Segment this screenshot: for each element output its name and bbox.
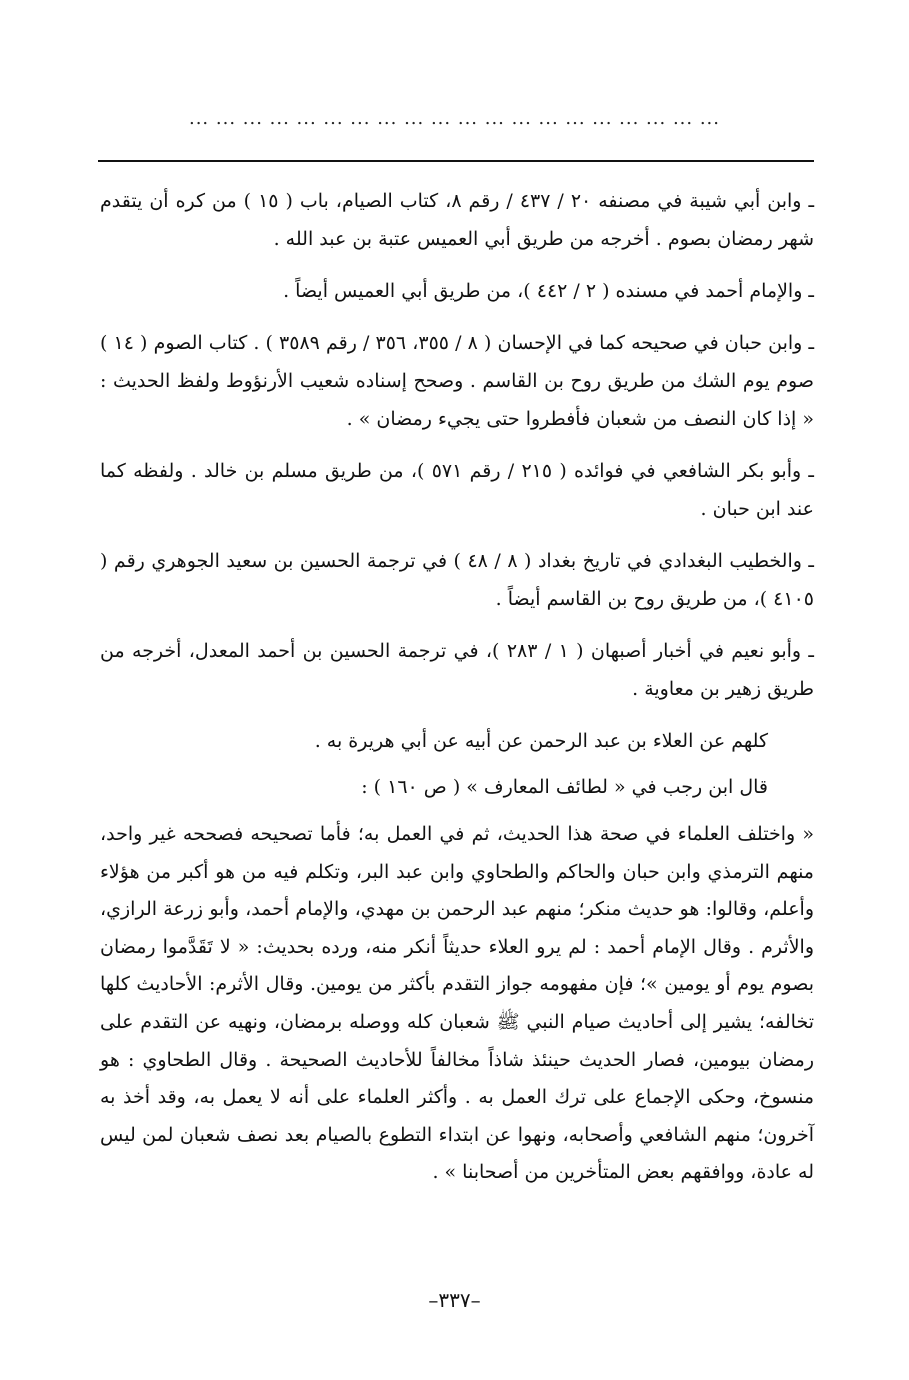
header-rule xyxy=(98,160,814,162)
footnote-paragraph-6: ـ وأبو نعيم في أخبار أصبهان ( ١ / ٢٨٣ )، في ترجمة الحسين بن أحمد المعدل، أخرجه من طريق زهير بن معاوية . xyxy=(100,640,814,700)
footnote-paragraph-1: ـ وابن أبي شيبة في مصنفه ٢٠ / ٤٣٧ / رقم ٨، كتاب الصيام، باب ( ١٥ ) من كره أن يتقدم شهر رمضان بصوم . أخرجه من طريق أبي العميس عتبة بن عبد الله . xyxy=(100,190,815,250)
footnote-paragraph-5: ـ والخطيب البغدادي في تاريخ بغداد ( ٨ / ٤٨ ) في ترجمة الحسين بن سعيد الجوهري رقم ( ٤١٠٥ )، من طريق روح بن القاسم أيضاً . xyxy=(100,550,814,610)
quoted-passage: « واختلف العلماء في صحة هذا الحديث، ثم في العمل به؛ فأما تصحيحه فصححه غير واحد، منهم الترمذي وابن حبان والحاكم والطحاوي وابن عبد البر، وتكلم فيه من هو أكبر من هؤلاء وأعلم، وقالوا: هو حديث منكر؛ منهم عبد الرحمن بن مهدي، والإمام أحمد، وأبو زرعة الرازي، والأثرم . وقال الإمام أحمد : لم يرو العلاء حديثاً أنكر منه، ورده بحديث: « لا تَقَدَّموا رمضان بصوم يوم أو يومين »؛ فإن مفهومه جواز التقدم بأكثر من يومين. وقال الأثرم: الأحاديث كلها تخالفه؛ يشير إلى أحاديث صيام النبي ﷺ شعبان كله ووصله برمضان، ونهيه عن التقدم على رمضان بيومين، فصار الحديث حينئذ شاذاً مخالفاً للأحاديث الصحيحة . وقال الطحاوي : هو منسوخ، وحكى الإجماع على ترك العمل به . وأكثر العلماء على أنه لا يعمل به، وقد أخذ به آخرون؛ منهم الشافعي وأصحابه، ونهوا عن ابتداء التطوع بالصيام بعد نصف شعبان لمن ليس له عادة، ووافقهم بعض المتأخرين من أصحابنا » . xyxy=(100,823,814,1184)
footnote-paragraph-3: ـ وابن حبان في صحيحه كما في الإحسان ( ٨ / ٣٥٥، ٣٥٦ / رقم ٣٥٨٩ ) . كتاب الصوم ( ١٤ ) صوم يوم الشك من طريق روح بن القاسم . وصحح إسناده شعيب الأرنؤوط ولفظ الحديث : « إذا كان النصف من شعبان فأفطروا حتى يجيء رمضان » . xyxy=(100,332,815,430)
footnote-paragraph-4: ـ وأبو بكر الشافعي في فوائده ( ٢١٥ / رقم ٥٧١ )، من طريق مسلم بن خالد . ولفظه كما عند ابن حبان . xyxy=(100,460,814,520)
summary-line: كلهم عن العلاء بن عبد الرحمن عن أبيه عن أبي هريرة به . xyxy=(314,730,768,752)
citation-line: قال ابن رجب في « لطائف المعارف » ( ص ١٦٠ ) : xyxy=(361,776,768,798)
page-number: –٣٣٧– xyxy=(428,1288,481,1312)
page-body xyxy=(100,182,814,1192)
header-dots: ... ... ... ... ... ... ... ... ... ... ... ... ... ... ... ... ... ... ... ... xyxy=(188,108,720,129)
footnote-paragraph-2: ـ والإمام أحمد في مسنده ( ٢ / ٤٤٢ )، من طريق أبي العميس أيضاً . xyxy=(283,280,814,302)
